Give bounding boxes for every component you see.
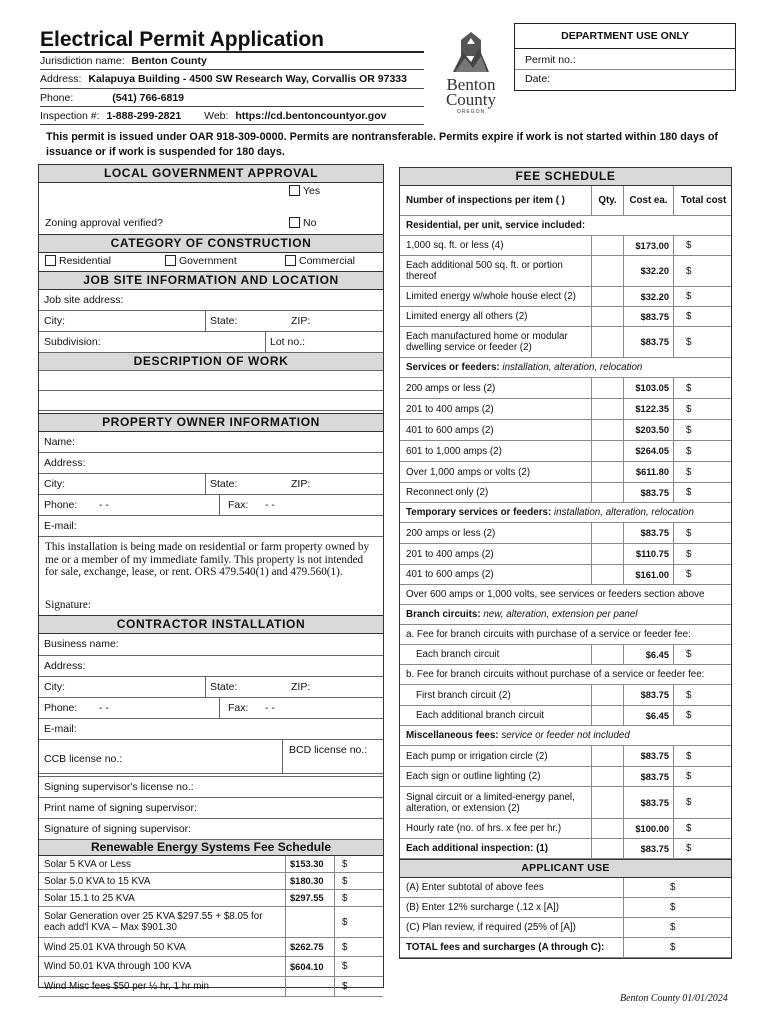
fee-qty-field[interactable] [591, 746, 623, 766]
renewable-label: Solar Generation over 25 KVA $297.55 + $8.05 for each add'l KVA – Max $901.30 [44, 911, 263, 933]
fee-total-field[interactable]: $ [673, 819, 733, 838]
local-gov-heading: LOCAL GOVERNMENT APPROVAL [39, 165, 383, 183]
fee-total-field[interactable]: $ [673, 307, 733, 326]
fee-qty-field[interactable] [591, 256, 623, 286]
supervisor-license-field[interactable]: Signing supervisor's license no.: [39, 777, 383, 798]
renewable-row [39, 907, 383, 938]
category-heading: CATEGORY OF CONSTRUCTION [39, 235, 383, 253]
fee-item-label: Limited energy w/whole house elect (2) [406, 291, 576, 302]
fee-item-row [400, 378, 731, 399]
owner-phone-dashes: - - [99, 499, 109, 511]
fee-total-field[interactable]: $ [673, 645, 733, 664]
zoning-label: Zoning approval verified? [45, 217, 163, 229]
applicant-label: (C) Plan review, if required (25% of [A]) [406, 922, 576, 933]
fee-note-label: Over 600 amps or 1,000 volts, see services or feeders section above [406, 589, 705, 600]
address-label: Address: [40, 73, 82, 85]
fee-item-label: Each sign or outline lighting (2) [406, 771, 541, 782]
renewable-label: Wind 25.01 KVA through 50 KVA [44, 941, 186, 953]
fee-item-price: $83.75 [623, 767, 673, 786]
contractor-phone-field[interactable]: Phone: [44, 702, 78, 714]
fee-item-price: $83.75 [623, 483, 673, 502]
fee-item-price: $83.75 [623, 523, 673, 543]
fee-heading: FEE SCHEDULE [400, 168, 731, 186]
page-title: Electrical Permit Application [40, 28, 324, 51]
jurisdiction-line [40, 55, 207, 67]
fee-item-price: $100.00 [623, 819, 673, 838]
renewable-price: $262.75 [285, 938, 334, 956]
fee-item-price: $6.45 [623, 645, 673, 664]
fee-note-row [400, 585, 731, 605]
renewable-label: Solar 5.0 KVA to 15 KVA [44, 875, 151, 887]
fee-item-label: 200 amps or less (2) [406, 382, 496, 394]
fee-item-row [400, 819, 731, 839]
fee-qty-field[interactable] [591, 839, 623, 858]
renewable-total-field[interactable]: $ [334, 907, 383, 937]
renewable-row [39, 938, 383, 957]
fee-section-row [400, 358, 731, 378]
fee-item-row [400, 327, 731, 358]
fee-section-label: Services or feeders: [406, 362, 500, 373]
contractor-phone-dashes: - - [99, 702, 109, 714]
renewable-total-field[interactable]: $ [334, 938, 383, 956]
fee-total-field[interactable]: $ [673, 767, 733, 786]
fee-item-price: $32.20 [623, 287, 673, 306]
applicant-label: (B) Enter 12% surcharge (.12 x [A]) [406, 902, 559, 913]
fee-item-row [400, 256, 731, 287]
renewable-label: Wind 50.01 KVA through 100 KVA [44, 961, 192, 972]
subdivision-field[interactable]: Subdivision: [44, 336, 101, 348]
renewable-total-field[interactable]: $ [334, 957, 383, 976]
fee-item-label: 401 to 600 amps (2) [406, 424, 494, 436]
applicant-total-field[interactable]: $ [623, 918, 733, 937]
divider [40, 88, 424, 89]
description-line-2[interactable] [39, 391, 383, 411]
fee-total-field[interactable]: $ [673, 565, 733, 584]
contractor-phone-row [39, 698, 383, 719]
fee-qty-field[interactable] [591, 544, 623, 564]
applicant-total-field[interactable]: $ [623, 878, 733, 897]
fee-qty-field[interactable] [591, 523, 623, 543]
fee-item-label: Each additional inspection: (1) [406, 843, 549, 854]
owner-city-row [39, 474, 383, 495]
renewable-price [285, 977, 334, 996]
fee-item-label: 201 to 400 amps (2) [406, 548, 494, 560]
fee-item-label: Reconnect only (2) [406, 487, 489, 498]
date-field[interactable]: Date: [525, 73, 551, 85]
fee-section-note: new, alteration, extension per panel [483, 609, 638, 620]
owner-statement-block [39, 537, 383, 616]
owner-phone-row [39, 495, 383, 516]
fee-item-label: Signal circuit or a limited-energy panel, alteration, or extension (2) [406, 791, 575, 814]
fee-item-price: $6.45 [623, 706, 673, 725]
fee-item-row [400, 565, 731, 585]
business-name-field[interactable]: Business name: [39, 634, 383, 656]
phone-value: (541) 766-6819 [112, 92, 185, 104]
fee-item-price: $122.35 [623, 399, 673, 419]
fee-section-row [400, 605, 731, 625]
fee-item-label: 200 amps or less (2) [406, 527, 496, 539]
owner-city-field[interactable]: City: [44, 478, 65, 490]
renewable-price: $604.10 [285, 957, 334, 976]
renewable-row [39, 957, 383, 977]
owner-email-field[interactable]: E-mail: [39, 516, 383, 537]
contractor-heading: CONTRACTOR INSTALLATION [39, 616, 383, 634]
mountain-tree-icon [449, 30, 493, 74]
owner-state-field[interactable]: State: [205, 474, 237, 494]
fee-total-field[interactable]: $ [673, 544, 733, 564]
contractor-city-row [39, 677, 383, 698]
col-cost-header: Cost ea. [623, 186, 673, 215]
fee-qty-field[interactable] [591, 819, 623, 838]
jobsite-city-field[interactable]: City: [44, 315, 65, 327]
inspection-label: Inspection #: [40, 110, 100, 122]
web-label: Web: [204, 110, 229, 122]
fee-item-row [400, 462, 731, 483]
owner-fax-dashes: - - [265, 499, 275, 511]
fee-qty-field[interactable] [591, 378, 623, 398]
fee-item-row [400, 523, 731, 544]
jurisdiction-value: Benton County [131, 55, 207, 67]
renewable-total-field[interactable]: $ [334, 977, 383, 996]
renewable-price: $180.30 [285, 873, 334, 889]
fee-item-row [400, 287, 731, 307]
fee-item-price: $83.75 [623, 839, 673, 858]
address-value: Kalapuya Building - 4500 SW Research Way, Corvallis OR 97333 [88, 73, 407, 85]
fee-item-price: $611.80 [623, 462, 673, 482]
logo-text-county: County [445, 90, 497, 109]
renewable-price: $153.30 [285, 856, 334, 872]
fee-item-price: $83.75 [623, 685, 673, 705]
owner-statement: This installation is being made on residential or farm property owned by me or a member of my immediate family. This property is not intended for sale, exchange, lease, or rent. ORS 479.540(1) and 479.560(1). [45, 541, 370, 578]
no-label: No [303, 217, 317, 229]
divider [40, 106, 424, 107]
applicant-heading: APPLICANT USE [400, 859, 731, 878]
owner-zip-field[interactable]: ZIP: [291, 478, 311, 490]
commercial-label: Commercial [299, 255, 356, 267]
fee-item-row [400, 645, 731, 665]
fee-item-row [400, 685, 731, 706]
supervisor-signature-field[interactable]: Signature of signing supervisor: [39, 819, 383, 840]
renewable-label: Solar 5 KVA or Less [44, 858, 131, 870]
fee-section-note: service or feeder not included [501, 730, 630, 741]
residential-option[interactable] [45, 255, 111, 267]
fee-item-price: $32.20 [623, 256, 673, 286]
col-qty-header: Qty. [591, 186, 623, 215]
fee-item-row [400, 399, 731, 420]
fee-item-price: $83.75 [623, 327, 673, 357]
applicant-row [400, 878, 731, 898]
ccb-license-field[interactable]: CCB license no.: [44, 753, 123, 765]
renewable-row [39, 977, 383, 997]
fee-item-label: 401 to 600 amps (2) [406, 569, 494, 580]
inspection-value: 1-888-299-2821 [106, 110, 182, 122]
fee-note-row [400, 665, 731, 685]
bcd-license-field[interactable]: BCD license no.: [282, 740, 367, 773]
applicant-total-field[interactable]: $ [623, 898, 733, 917]
fee-total-field[interactable]: $ [673, 462, 733, 482]
fee-section-note: installation, alteration, relocation [502, 362, 643, 373]
yes-checkbox[interactable] [289, 185, 300, 196]
fee-total-field[interactable]: $ [673, 441, 733, 461]
permit-notice: This permit is issued under OAR 918-309-0000. Permits are nontransferable. Permits expire if work is not started within 180 days of issuance or if work is suspended for 180 days. [46, 131, 719, 158]
fee-section-row [400, 726, 731, 746]
renewable-row [39, 890, 383, 907]
applicant-rows [400, 878, 731, 958]
fee-section-label: Branch circuits: [406, 609, 481, 620]
contractor-fax-field[interactable]: Fax: [219, 698, 248, 718]
fee-item-label: Limited energy all others (2) [406, 311, 528, 322]
divider [40, 124, 424, 125]
fee-note-label: a. Fee for branch circuits with purchase of a service or feeder fee: [406, 629, 691, 640]
col-desc-header: Number of inspections per item ( ) [406, 195, 565, 206]
fee-item-row [400, 544, 731, 565]
fee-section-note: installation, alteration, relocation [553, 507, 694, 518]
fee-item-row [400, 746, 731, 767]
zoning-section [39, 183, 383, 235]
residential-label: Residential [59, 255, 111, 267]
renewable-total-field[interactable]: $ [334, 856, 383, 872]
jobsite-city-row [39, 311, 383, 332]
contractor-zip-field[interactable]: ZIP: [291, 681, 311, 693]
fee-section-row [400, 216, 731, 236]
fee-item-label: 1,000 sq. ft. or less (4) [406, 240, 504, 251]
fee-qty-field[interactable] [591, 399, 623, 419]
fee-total-field[interactable]: $ [673, 236, 733, 255]
contractor-state-field[interactable]: State: [205, 677, 237, 697]
fee-item-price: $103.05 [623, 378, 673, 398]
owner-phone-field[interactable]: Phone: [44, 499, 78, 511]
owner-address-field[interactable]: Address: [39, 453, 383, 474]
fee-qty-field[interactable] [591, 462, 623, 482]
owner-signature-field[interactable]: Signature: [45, 599, 91, 611]
fee-qty-field[interactable] [591, 236, 623, 255]
zoning-no[interactable] [289, 217, 316, 229]
fee-qty-field[interactable] [591, 327, 623, 357]
fee-qty-field[interactable] [591, 287, 623, 306]
supervisor-name-field[interactable]: Print name of signing supervisor: [39, 798, 383, 819]
subdivision-row [39, 332, 383, 353]
residential-checkbox[interactable] [45, 255, 56, 266]
phone-line [40, 92, 184, 104]
title-divider [40, 51, 424, 53]
fee-item-row [400, 767, 731, 787]
government-option[interactable] [165, 255, 237, 267]
renewable-label: Wind Misc fees $50 per ½ hr, 1 hr min [44, 981, 209, 992]
fee-item-row [400, 787, 731, 819]
fee-total-field[interactable]: $ [673, 706, 733, 725]
fee-item-row [400, 483, 731, 503]
fee-rows [400, 216, 731, 859]
jobsite-state-field[interactable]: State: [205, 311, 237, 331]
yes-label: Yes [303, 185, 321, 197]
lot-field[interactable]: Lot no.: [265, 332, 305, 352]
fee-item-label: Each manufactured home or modular dwelling service or feeder (2) [406, 331, 568, 353]
owner-fax-field[interactable]: Fax: [219, 495, 248, 515]
left-form [38, 164, 384, 992]
jobsite-address-field[interactable]: Job site address: [39, 290, 383, 311]
fee-item-label: Each branch circuit [416, 649, 500, 660]
fee-qty-field[interactable] [591, 706, 623, 725]
applicant-total-field[interactable]: $ [623, 938, 733, 957]
fee-total-field[interactable]: $ [673, 523, 733, 543]
owner-heading: PROPERTY OWNER INFORMATION [39, 413, 383, 432]
inspection-line [40, 110, 386, 122]
fee-schedule [399, 167, 732, 959]
fee-qty-field[interactable] [591, 483, 623, 502]
fee-qty-field[interactable] [591, 307, 623, 326]
commercial-option[interactable] [285, 255, 355, 267]
renewable-price: $297.55 [285, 890, 334, 906]
fee-item-price: $173.00 [623, 236, 673, 255]
zoning-yes[interactable] [289, 185, 320, 197]
fee-header-row [400, 186, 731, 216]
permit-number-field[interactable]: Permit no.: [515, 51, 735, 70]
footer-date: Benton County 01/01/2024 [620, 993, 728, 1004]
department-use-box [514, 23, 736, 91]
renewable-label: Solar 15.1 to 25 KVA [44, 892, 135, 904]
fee-qty-field[interactable] [591, 645, 623, 664]
government-checkbox[interactable] [165, 255, 176, 266]
fee-total-field[interactable]: $ [673, 287, 733, 306]
fee-total-field[interactable]: $ [673, 746, 733, 766]
applicant-label: TOTAL fees and surcharges (A through C): [406, 942, 605, 953]
applicant-row [400, 938, 731, 958]
fee-item-label: 201 to 400 amps (2) [406, 403, 494, 415]
fee-total-field[interactable]: $ [673, 327, 733, 357]
fee-item-label: First branch circuit (2) [416, 689, 511, 701]
logo-text-oregon: OREGON [456, 109, 486, 115]
fee-section-row [400, 503, 731, 523]
fee-item-price: $83.75 [623, 746, 673, 766]
applicant-row [400, 898, 731, 918]
fee-total-field[interactable]: $ [673, 483, 733, 502]
fee-qty-field[interactable] [591, 441, 623, 461]
fee-qty-field[interactable] [591, 685, 623, 705]
commercial-checkbox[interactable] [285, 255, 296, 266]
fee-item-row [400, 839, 731, 859]
fee-item-label: Over 1,000 amps or volts (2) [406, 466, 531, 478]
fee-item-row [400, 236, 731, 256]
fee-item-label: Hourly rate (no. of hrs. x fee per hr.) [406, 823, 562, 834]
fee-item-label: Each pump or irrigation circle (2) [406, 750, 548, 762]
fee-item-label: Each additional branch circuit [416, 710, 544, 721]
divider [40, 69, 424, 70]
fee-item-price: $110.75 [623, 544, 673, 564]
fee-item-row [400, 307, 731, 327]
renewable-row [39, 873, 383, 890]
description-line-1[interactable] [39, 371, 383, 391]
fee-note-label: b. Fee for branch circuits without purchase of a service or feeder fee: [406, 669, 705, 680]
fee-total-field[interactable]: $ [673, 399, 733, 419]
fee-total-field[interactable]: $ [673, 378, 733, 398]
license-row [39, 740, 383, 774]
fee-qty-field[interactable] [591, 787, 623, 818]
fee-item-price: $203.50 [623, 420, 673, 440]
owner-name-field[interactable]: Name: [39, 432, 383, 453]
applicant-label: (A) Enter subtotal of above fees [406, 882, 544, 893]
category-options [39, 253, 383, 271]
fee-total-field[interactable]: $ [673, 787, 733, 818]
fee-item-row [400, 441, 731, 462]
description-heading: DESCRIPTION OF WORK [39, 353, 383, 371]
fee-item-label: Each additional 500 sq. ft. or portion thereof [406, 260, 563, 282]
fee-qty-field[interactable] [591, 767, 623, 786]
renewable-row [39, 856, 383, 873]
fee-item-price: $83.75 [623, 307, 673, 326]
contractor-email-field[interactable]: E-mail: [39, 719, 383, 740]
contractor-address-field[interactable]: Address: [39, 656, 383, 677]
fee-item-price: $264.05 [623, 441, 673, 461]
fee-total-field[interactable]: $ [673, 839, 733, 858]
logo-text-benton: Benton [446, 75, 496, 94]
contractor-city-field[interactable]: City: [44, 681, 65, 693]
renewable-table [39, 856, 383, 997]
fee-section-label: Temporary services or feeders: [406, 507, 552, 518]
phone-label: Phone: [40, 92, 74, 104]
no-checkbox[interactable] [289, 217, 300, 228]
fee-item-price: $161.00 [623, 565, 673, 584]
jobsite-zip-field[interactable]: ZIP: [291, 315, 311, 327]
fee-total-field[interactable]: $ [673, 685, 733, 705]
fee-section-label: Residential, per unit, service included: [406, 220, 586, 231]
contractor-fax-dashes: - - [265, 702, 275, 714]
fee-note-row [400, 625, 731, 645]
jurisdiction-label: Jurisdiction name: [40, 55, 125, 67]
fee-item-label: 601 to 1,000 amps (2) [406, 445, 502, 457]
renewable-total-field[interactable]: $ [334, 890, 383, 906]
address-line [40, 73, 407, 85]
col-total-header: Total cost [673, 186, 733, 215]
fee-total-field[interactable]: $ [673, 420, 733, 440]
web-value[interactable]: https://cd.bentoncountyor.gov [235, 110, 387, 122]
fee-qty-field[interactable] [591, 565, 623, 584]
fee-item-row [400, 706, 731, 726]
jobsite-heading: JOB SITE INFORMATION AND LOCATION [39, 271, 383, 290]
renewable-total-field[interactable]: $ [334, 873, 383, 889]
government-label: Government [179, 255, 237, 267]
renewable-heading: Renewable Energy Systems Fee Schedule [39, 840, 383, 856]
fee-section-label: Miscellaneous fees: [406, 730, 499, 741]
department-title: DEPARTMENT USE ONLY [515, 24, 735, 49]
applicant-row [400, 918, 731, 938]
renewable-price [285, 907, 334, 937]
benton-county-logo [440, 30, 502, 116]
fee-item-price: $83.75 [623, 787, 673, 818]
fee-total-field[interactable]: $ [673, 256, 733, 286]
fee-qty-field[interactable] [591, 420, 623, 440]
fee-item-row [400, 420, 731, 441]
